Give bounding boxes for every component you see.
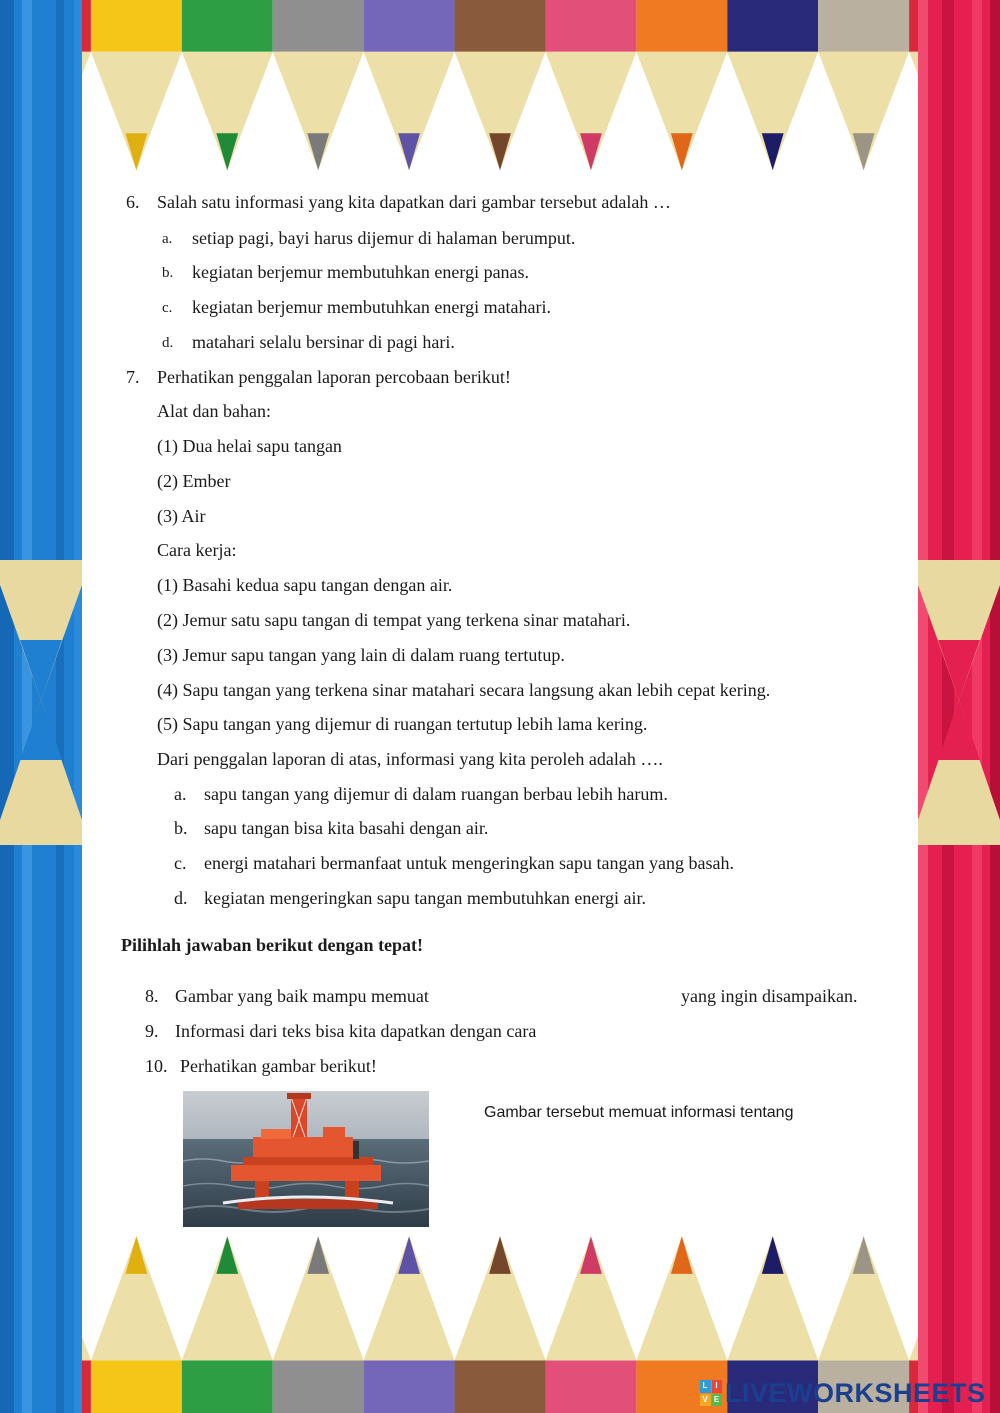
- section-heading: Pilihlah jawaban berikut dengan tepat!: [121, 935, 424, 955]
- question-10-answer-field[interactable]: [484, 1130, 868, 1156]
- question-6-text: Salah satu informasi yang kita dapatkan dari gambar tersebut adalah …: [157, 192, 671, 212]
- question-8-text-after: yang ingin disampaikan.: [681, 986, 858, 1006]
- logo-badge-icon: [700, 1380, 722, 1406]
- q7-option-d-text: kegiatan mengeringkan sapu tangan membutuhkan energi air.: [204, 888, 647, 908]
- question-9-text: Informasi dari teks bisa kita dapatkan dengan cara: [175, 1021, 537, 1041]
- step-item: (2) Jemur satu sapu tangan di tempat yang terkena sinar matahari.: [157, 610, 631, 630]
- logo-badge-letter: L: [700, 1380, 711, 1393]
- material-item: (2) Ember: [157, 471, 231, 491]
- question-6-number: 6.: [126, 192, 140, 212]
- step-item: (4) Sapu tangan yang terkena sinar matahari secara langsung akan lebih cepat kering.: [157, 680, 771, 700]
- q6-option-c-text: kegiatan berjemur membutuhkan energi matahari.: [192, 297, 552, 317]
- q6-option-b-letter: b.: [162, 265, 174, 281]
- question-8-answer-field[interactable]: [466, 984, 675, 1010]
- logo-text: LIVEWORKSHEETS: [725, 1377, 986, 1408]
- q6-option-d-text: matahari selalu bersinar di pagi hari.: [192, 332, 455, 352]
- question-7-text: Perhatikan penggalan laporan percobaan berikut!: [157, 367, 511, 387]
- logo-badge-letter: E: [712, 1394, 723, 1407]
- question-10-caption: Gambar tersebut memuat informasi tentang: [484, 1104, 794, 1121]
- q6-option-d-letter: d.: [162, 335, 174, 351]
- question-8-number: 8.: [145, 986, 159, 1006]
- q7-option-b-text: sapu tangan bisa kita basahi dengan air.: [204, 818, 489, 838]
- step-item: (3) Jemur sapu tangan yang lain di dalam ruang tertutup.: [157, 645, 565, 665]
- q7-option-d-letter: d.: [174, 888, 188, 908]
- q7-option-c-letter: c.: [174, 853, 187, 873]
- step-item: (1) Basahi kedua sapu tangan dengan air.: [157, 575, 453, 595]
- q6-option-c-letter: c.: [162, 300, 173, 316]
- q6-option-b-text: kegiatan berjemur membutuhkan energi panas.: [192, 262, 530, 282]
- question-10-number: 10.: [145, 1056, 168, 1076]
- q6-option-a-letter: a.: [162, 231, 173, 247]
- q7-option-c-text: energi matahari bermanfaat untuk mengeringkan sapu tangan yang basah.: [204, 853, 734, 873]
- q6-option-a-text: setiap pagi, bayi harus dijemur di halaman berumput.: [192, 228, 576, 248]
- steps-heading: Cara kerja:: [157, 540, 237, 560]
- material-item: (3) Air: [157, 506, 206, 526]
- question-9-number: 9.: [145, 1021, 159, 1041]
- question-7-prompt: Dari penggalan laporan di atas, informasi yang kita peroleh adalah ….: [157, 749, 663, 769]
- logo-badge-letter: V: [700, 1394, 711, 1407]
- question-9-answer-field[interactable]: [584, 1019, 888, 1045]
- question-10-text: Perhatikan gambar berikut!: [180, 1056, 377, 1076]
- q7-option-a-letter: a.: [174, 784, 187, 804]
- step-item: (5) Sapu tangan yang dijemur di ruangan tertutup lebih lama kering.: [157, 714, 648, 734]
- q7-option-a-text: sapu tangan yang dijemur di dalam ruangan berbau lebih harum.: [204, 784, 668, 804]
- materials-heading: Alat dan bahan:: [157, 401, 271, 421]
- question-8-text-before: Gambar yang baik mampu memuat: [175, 986, 429, 1006]
- logo-badge-letter: I: [712, 1380, 723, 1393]
- question-7-number: 7.: [126, 367, 140, 387]
- material-item: (1) Dua helai sapu tangan: [157, 436, 342, 456]
- q7-option-b-letter: b.: [174, 818, 188, 838]
- oil-rig-image: [183, 1091, 429, 1227]
- liveworksheets-logo: [700, 1378, 986, 1408]
